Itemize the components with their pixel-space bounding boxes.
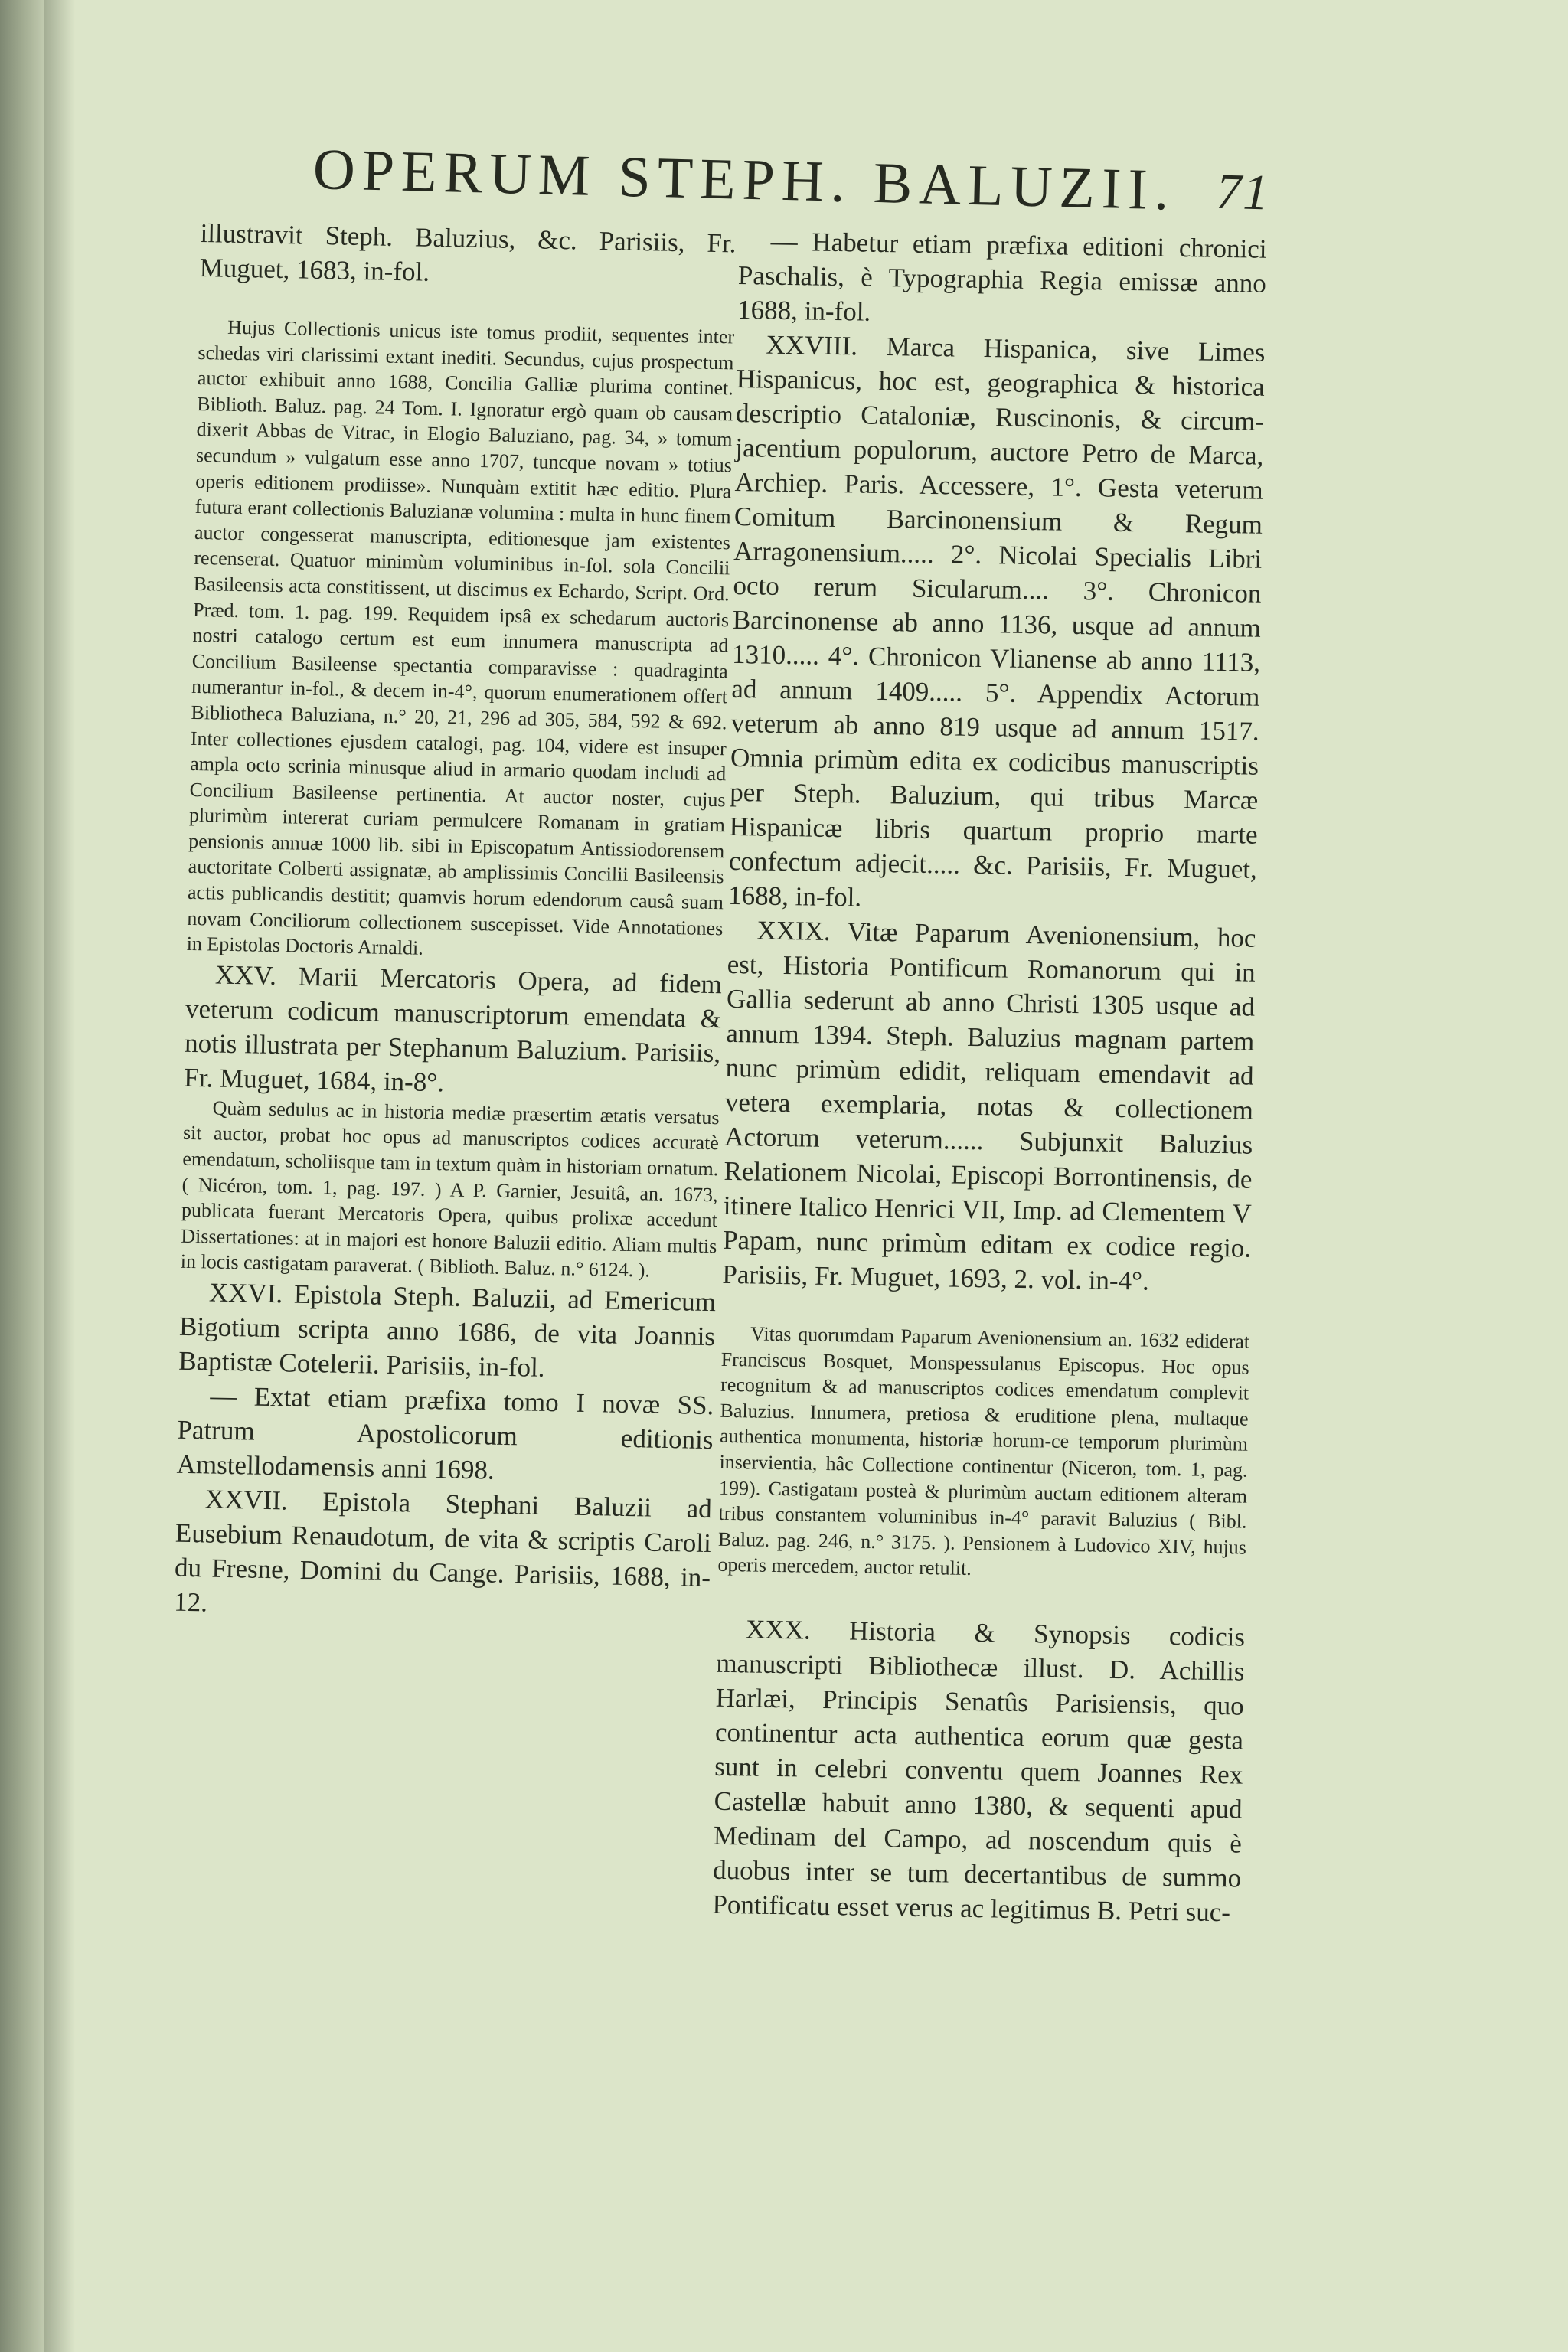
entry-xxix: XXIX. Vitæ Paparum Avenionensium, hoc est, Historia Pontificum Romanorum qui in Gallia sederunt ab anno Christi 1305 usque ad annum 1394. Steph. Baluzius magnam partem nunc primùm edidit, reliquam emendavit ad vetera exemplaria, notas & collectionem Actorum veterum...... Subjunxit Baluzius Relationem Nicolai, Episcopi Borrontinensis, de itinere Italico Henrici VII, Imp. ad Clementem V Papam, nunc primùm editam ex codice regio. Parisiis, Fr. Muguet, 1693, 2. vol. in-4°.	[722, 915, 1256, 1296]
right-column	[712, 224, 1267, 1930]
entry-chronicon-paschale: — Habetur etiam præfixa editioni chronici Paschalis, è Typographia Regia emissæ anno 1688, in-fol.	[737, 226, 1267, 327]
entry-xxviii: XXVIII. Marca Hispanica, sive Limes Hispanicus, hoc est, geographica & historica descriptio Cataloniæ, Ruscinonis, & circum-jacentium populorum, auctore Petro de Marca, Archiep. Paris. Accessere, 1°. Gesta veterum Comitum Barcinonensium & Regum Arragonensium..... 2°. Nicolai Specialis Libri octo rerum Sicularum.... 3°. Chronicon Barcinonense ab anno 1136, usque ad annum 1310..... 4°. Chronicon Vlianense ab anno 1113, ad annum 1409..... 5°. Appendix Actorum veterum ab anno 819 usque ad annum 1517. Omnia primùm edita ex codicibus manuscriptis per Steph. Baluzium, qui tribus Marcæ Hispanicæ libris quartum proprio marte confectum adjecit..... &c. Parisiis, Fr. Muguet, 1688, in-fol.	[727, 329, 1266, 913]
page-number: 71	[1215, 163, 1271, 221]
left-column	[174, 216, 737, 1629]
entry-continuation: illustravit Steph. Baluzius, &c. Parisiis, Fr. Muguet, 1683, in-fol.	[199, 217, 737, 287]
gutter-shadow	[44, 0, 75, 2352]
entry-xxvi-addendum: — Extat etiam præfixa tomo I novæ SS. Patrum Apostolicorum editionis Amstellodamensis anni 1698.	[176, 1380, 714, 1485]
note-vitae-paparum: Vitas quorumdam Paparum Avenionensium an. 1632 ediderat Franciscus Bosquet, Monspessulanus Episcopus. Hoc opus recognitum & ad manuscriptos codices emendatum complevit Baluzius. Innumera, pretiosa & eruditione plena, multaque authentica monumenta, historiæ horum-ce temporum plurimùm inservientia, hâc Collectione continentur (Niceron, tom. 1, pag. 199). Castigatam posteà & plurimùm auctam editionem alteram tribus constantem voluminibus in-4° paravit Baluzius ( Bibl. Baluz. pag. 246, n.° 3175. ). Pensionem à Ludovico XIV, hujus operis mercedem, auctor retulit.	[717, 1322, 1250, 1580]
note-collectio-conciliorum: Hujus Collectionis unicus iste tomus prodiit, sequentes inter schedas viri clarissimi extant inediti. Secundus, cujus prospectum auctor exhibuit anno 1688, Concilia Galliæ plurima continet. Biblioth. Baluz. pag. 24 Tom. I. Ignoratur ergò quam ob causam dixerit Abbas de Vitrac, in Elogio Baluziano, pag. 34, » tomum secundum » vulgatum esse anno 1707, tuncque novam » totius operis editionem prodiisse». Nunquàm extitit hæc editio. Plura futura erant collectionis Baluzianæ volumina : multa in hunc finem auctor congesserat manuscripta, editionesque jam existentes recenserat. Quatuor minimùm voluminibus in-fol. sola Concilii Basileensis acta constitissent, ut discimus ex Echardo, Script. Ord. Præd. tom. 1. pag. 199. Requidem ipsâ ex schedarum auctoris nostri catalogo certum est eum innumera manuscripta ad Concilium Basileense spectantia comparavisse : quadraginta numerantur in-fol., & decem in-4°, quorum enumerationem offert Bibliotheca Baluziana, n.° 20, 21, 296 ad 305, 584, 592 & 692. Inter collectiones ejusdem catalogi, pag. 104, videre est insuper ampla octo scrinia minusque aliud in armario quodam includi ad Concilium Basileense pertinentia. At auctor noster, cujus plurimùm intererat curiam permulcere Romanam in gratiam pensionis annuæ 1000 lib. sibi in Episcopatum Antissiodorensem auctoritate Colberti assignatæ, ab amplissimis Concilii Basileensis actis publicandis destitit; quamvis horum edendorum causâ suam novam Conciliorum collectionem suscepisset. Vide Annotationes in Epistolas Doctoris Arnaldi.	[186, 315, 735, 960]
book-gutter	[0, 0, 44, 2352]
entry-xxvii: XXVII. Epistola Stephani Baluzii ad Eusebium Renaudotum, de vita & scriptis Caroli du Fresne, Domini du Cange. Parisiis, 1688, in-12.	[173, 1484, 713, 1618]
entry-xxvi: XXVI. Epistola Steph. Baluzii, ad Emericum Bigotium scripta anno 1686, de vita Joannis Baptistæ Cotelerii. Parisiis, in-fol.	[178, 1277, 717, 1383]
note-mercator: Quàm sedulus ac in historia mediæ præsertim ætatis versatus sit auctor, probat hoc opus ad manuscriptos codices accuratè emendatum, scholiisque tam in textum quàm in historiam ornatum. ( Nicéron, tom. 1, pag. 197. ) A P. Garnier, Jesuitâ, an. 1673, publicata fuerant Mercatoris Opera, quibus prolixæ accedunt Dissertationes: at in majori est honore Baluzii editio. Aliam multis in locis castigatam paraverat. ( Biblioth. Baluz. n.° 6124. ).	[180, 1096, 720, 1282]
running-title: OPERUM STEPH. BALUZII.	[312, 136, 1177, 223]
entry-xxv: XXV. Marii Mercatoris Opera, ad fidem veterum codicum manuscriptorum emendata & notis illustrata per Stephanum Baluzium. Parisiis, Fr. Muguet, 1684, in-8°.	[184, 959, 723, 1098]
entry-xxx: XXX. Historia & Synopsis codicis manuscripti Bibliothecæ illust. D. Achillis Harlæi, Principis Senatûs Parisiensis, quo continentur acta authentica eorum quæ gesta sunt in celebri conventu quem Joannes Rex Castellæ habuit anno 1380, & sequenti apud Medinam del Campo, ad noscendum quis è duobus inter se tum decertantibus de summo Pontificatu esset verus ac legitimus B. Petri suc-	[712, 1614, 1246, 1928]
